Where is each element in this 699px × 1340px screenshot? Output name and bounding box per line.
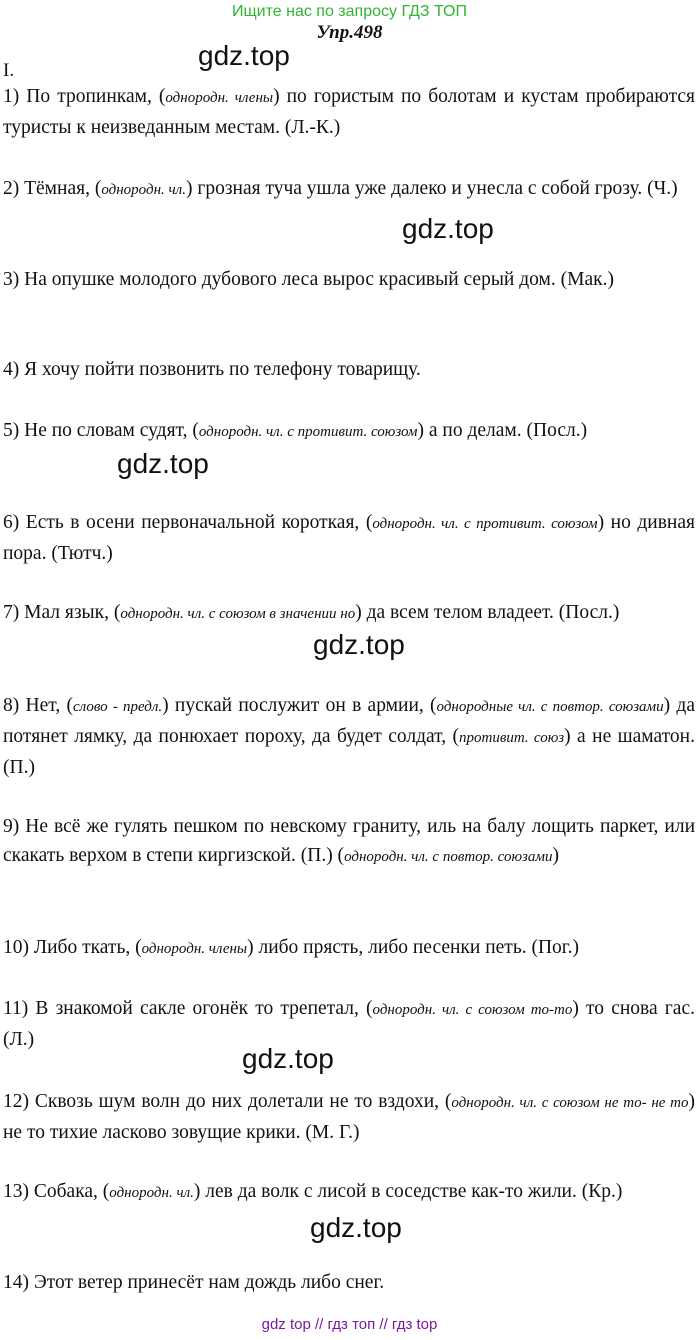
sentence-8: 8) Нет, (слово - предл.) пускай послужит он в армии, (однородные чл. с повтор. союзами) да потянет лямку, да понюхает пороху, да будет солдат, (противит. союз) а не шаматон. (П.) [3,695,695,778]
section-number: I. [3,60,15,81]
sentence-2: 2) Тёмная, (однородн. чл.) грозная туча ушла уже далеко и унесла с собой грозу. (Ч.) [3,178,678,199]
sentence-10: 10) Либо ткать, (однородн. члены) либо прясть, либо песенки петь. (Пог.) [3,937,579,958]
sentence-9: 9) Не всё же гулять пешком по невскому граниту, иль на балу лощить паркет, или скакать верхом в степи киргизской. (П.) (однородн. чл. с повтор. союзами) [3,816,695,866]
search-banner[interactable]: Ищите нас по запросу ГДЗ ТОП [232,3,467,20]
sentence-14: 14) Этот ветер принесёт нам дождь либо снег. [3,1272,385,1293]
sentence-6: 6) Есть в осени первоначальной короткая, (однородн. чл. с противит. союзом) но дивная пора. (Тютч.) [3,512,695,564]
sentence-12: 12) Сквозь шум волн до них долетали не то вздохи, (однородн. чл. с союзом не то- не то) не то тихие ласково зовущие крики. (М. Г.) [3,1091,695,1143]
watermark: gdz.top [310,1212,402,1243]
watermark: gdz.top [117,448,209,479]
sentence-11: 11) В знакомой сакле огонёк то трепетал, (однородн. чл. с союзом то-то) то снова гас. (Л.) [3,998,695,1050]
watermark: gdz.top [242,1043,334,1074]
watermark: gdz.top [198,40,290,71]
footer-links[interactable]: gdz top // гдз топ // гдз top [261,1316,438,1333]
watermark: gdz.top [313,629,405,660]
sentence-7: 7) Мал язык, (однородн. чл. с союзом в значении но) да всем телом владеет. (Посл.) [3,602,620,623]
watermark: gdz.top [402,213,494,244]
exercise-title: Упр.498 [316,22,383,43]
sentence-13: 13) Собака, (однородн. чл.) лев да волк с лисой в соседстве как-то жили. (Кр.) [3,1181,623,1202]
sentence-3: 3) На опушке молодого дубового леса вырос красивый серый дом. (Мак.) [3,269,614,290]
sentence-4: 4) Я хочу пойти позвонить по телефону товарищу. [3,359,421,380]
sentence-5: 5) Не по словам судят, (однородн. чл. с противит. союзом) а по делам. (Посл.) [3,420,588,441]
sentence-1: 1) По тропинкам, (однородн. члены) по гористым по болотам и кустам пробираются туристы к неизведанным местам. (Л.-К.) [3,86,695,138]
